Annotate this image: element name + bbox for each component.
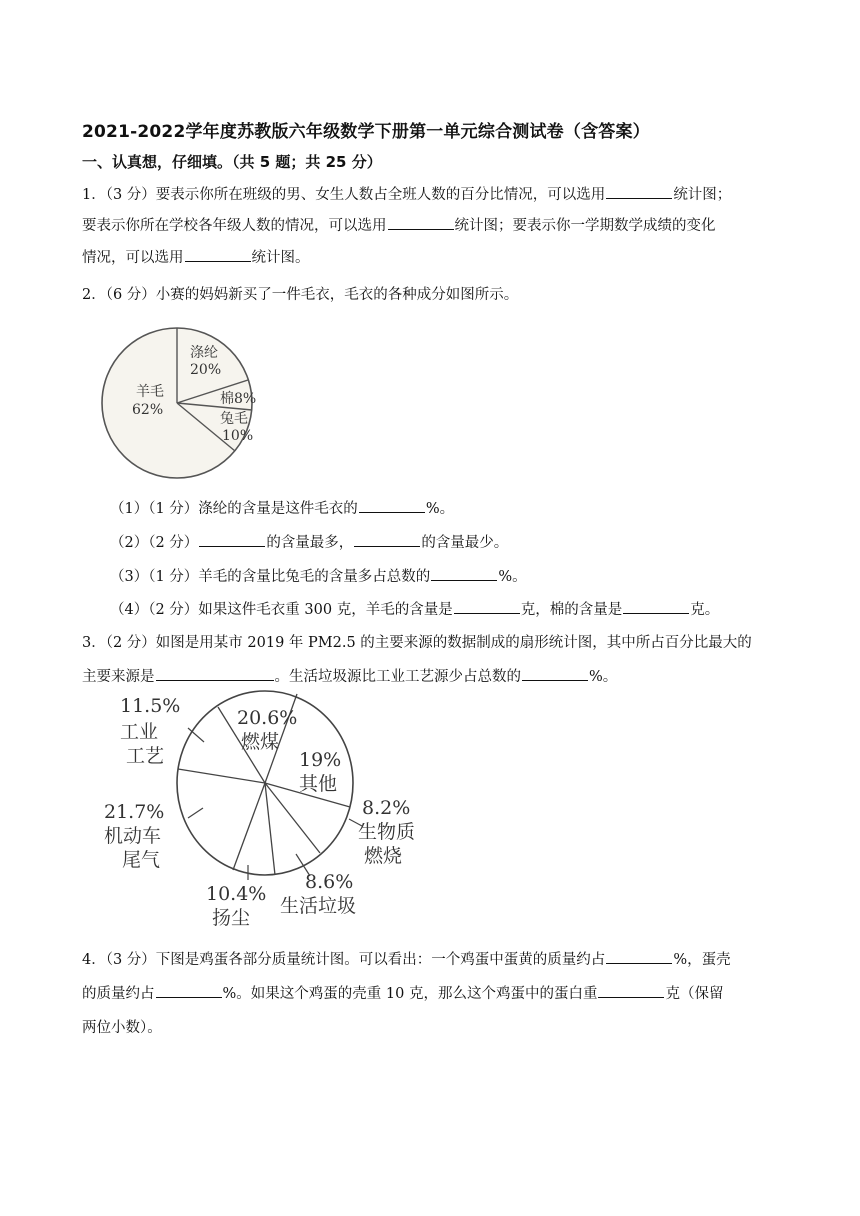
q2-sub-4	[110, 598, 719, 619]
answer-blank[interactable]	[388, 215, 454, 230]
q2-text: （1）（1 分）涤纶的含量是这件毛衣的	[110, 501, 358, 517]
q1-text: 统计图；要表示你一学期数学成绩的变化	[454, 218, 716, 234]
page-title: 2021-2022学年度苏教版六年级数学下册第一单元综合测试卷（含答案）	[82, 122, 650, 142]
label-polyester-pct: 20%	[190, 362, 222, 378]
answer-blank[interactable]	[606, 949, 672, 964]
q2-text: 的含量最少。	[421, 535, 509, 551]
answer-blank[interactable]	[185, 247, 251, 262]
q1-text: 1．（3 分）要表示你所在班级的男、女生人数占全班人数的百分比情况，可以选用	[82, 187, 606, 203]
q3-text: %。	[589, 669, 618, 685]
q2-text: （4）（2 分）如果这件毛衣重 300 克，羊毛的含量是	[110, 602, 453, 618]
answer-blank[interactable]	[454, 599, 520, 614]
q2-text: %。	[498, 569, 527, 585]
answer-blank[interactable]	[156, 983, 222, 998]
q2-sub-3	[110, 565, 527, 586]
label-biomass-pct: 8.2%	[362, 797, 411, 819]
label-cotton: 棉8%	[220, 391, 257, 407]
q2-sub-1	[110, 497, 454, 518]
label-other-name: 其他	[299, 773, 338, 795]
q1-text: 统计图；	[673, 187, 732, 203]
q1-line-2	[82, 214, 716, 235]
section-heading: 一、认真想，仔细填。（共 5 题；共 25 分）	[82, 153, 382, 171]
answer-blank[interactable]	[522, 666, 588, 681]
q1-line-3	[82, 246, 310, 267]
q4-line-2	[82, 982, 723, 1003]
answer-blank[interactable]	[623, 599, 689, 614]
label-industry-pct: 11.5%	[120, 695, 181, 717]
q1-text: 要表示你所在学校各年级人数的情况，可以选用	[82, 218, 387, 234]
label-polyester: 涤纶	[190, 345, 218, 361]
pie-divider	[233, 783, 265, 870]
q2-text: 克，棉的含量是	[520, 602, 623, 618]
label-industry-name: 工业	[120, 721, 159, 743]
answer-blank[interactable]	[359, 498, 425, 513]
label-wool-pct: 62%	[132, 402, 164, 418]
q2-text: %。	[425, 501, 455, 517]
label-vehicle-pct: 21.7%	[104, 801, 165, 823]
answer-blank[interactable]	[431, 566, 497, 581]
label-rabbit-pct: 10%	[222, 428, 254, 444]
sweater-pie-chart	[98, 324, 278, 484]
answer-blank[interactable]	[354, 532, 420, 547]
answer-blank[interactable]	[606, 184, 672, 199]
label-coal-pct: 20.6%	[237, 707, 298, 729]
q2-intro: 2．（6 分）小赛的妈妈新买了一件毛衣，毛衣的各种成分如图所示。	[82, 287, 519, 303]
q3-text: 主要来源是	[82, 669, 155, 685]
label-vehicle-name: 尾气	[122, 849, 161, 871]
label-coal-name: 燃煤	[241, 731, 280, 753]
label-industry-name: 工艺	[126, 745, 165, 767]
q2-sub-2	[110, 531, 508, 552]
label-biomass-name: 燃烧	[364, 845, 403, 867]
q1-text: 情况，可以选用	[82, 250, 184, 266]
label-biomass-name: 生物质	[358, 821, 416, 843]
q2-text: 克。	[690, 602, 720, 618]
label-garbage-name: 生活垃圾	[280, 895, 357, 917]
q4-line-3: 两位小数）。	[82, 1020, 162, 1036]
q2-text: （2）（2 分）	[110, 535, 199, 551]
q4-line-1	[82, 948, 731, 969]
q2-text: 的含量最多，	[266, 535, 354, 551]
q2-text: （3）（1 分）羊毛的含量比兔毛的含量多占总数的	[110, 569, 431, 585]
pm25-pie-chart	[100, 690, 440, 935]
q1-line-1	[82, 183, 731, 204]
q3-line-1: 3．（2 分）如图是用某市 2019 年 PM2.5 的主要来源的数据制成的扇形统计图，其中所占百分比最大的	[82, 635, 752, 651]
q4-text: 4．（3 分）下图是鸡蛋各部分质量统计图。可以看出：一个鸡蛋中蛋黄的质量约占	[82, 952, 606, 968]
label-garbage-pct: 8.6%	[305, 871, 354, 893]
label-vehicle-name: 机动车	[104, 825, 162, 847]
label-dust-pct: 10.4%	[206, 883, 267, 905]
q4-text: %。如果这个鸡蛋的壳重 10 克，那么这个鸡蛋中的蛋白重	[222, 986, 598, 1002]
leader-line	[188, 808, 203, 818]
q1-text: 统计图。	[251, 250, 310, 266]
answer-blank[interactable]	[199, 532, 265, 547]
label-dust-name: 扬尘	[212, 907, 251, 929]
label-wool: 羊毛	[136, 384, 164, 400]
pie-divider	[178, 769, 265, 783]
q4-text: 克（保留	[665, 986, 724, 1002]
q4-text: %，蛋壳	[673, 952, 731, 968]
answer-blank[interactable]	[598, 983, 664, 998]
q3-text: 。生活垃圾源比工业工艺源少占总数的	[274, 669, 521, 685]
label-rabbit: 兔毛	[220, 411, 248, 427]
answer-blank[interactable]	[156, 666, 274, 681]
label-other-pct: 19%	[299, 749, 342, 771]
q3-line-2	[82, 665, 617, 686]
pie-divider	[265, 783, 275, 875]
q4-text: 的质量约占	[82, 986, 155, 1002]
